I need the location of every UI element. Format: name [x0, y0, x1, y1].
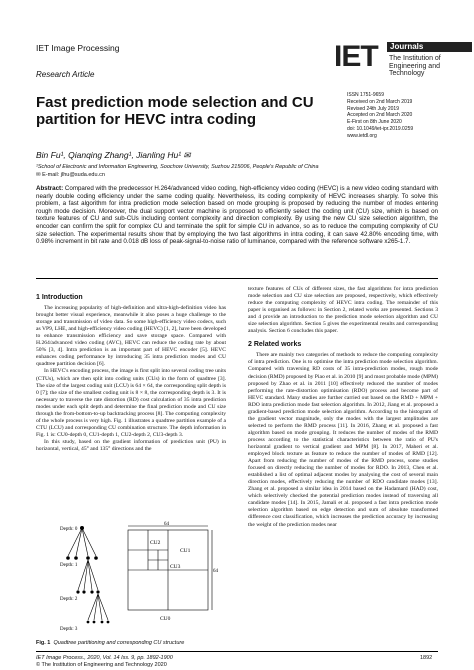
- logo-mark: IET: [334, 40, 378, 73]
- page-number: 1892: [420, 655, 433, 661]
- right-column: [248, 286, 438, 529]
- footer: [36, 655, 173, 669]
- cu2-label: CU2: [150, 540, 161, 546]
- cu-height-label: 64: [213, 569, 218, 574]
- author-email[interactable]: ✉ E-mail: jlhu@suda.edu.cn: [36, 172, 105, 178]
- abstract-text: Compared with the predecessor H.264/advanced video coding, high-efficiency video coding (HEVC) is a new video coding standard with nearly double coding efficiency under the same coding quality. Nevertheless, its coding complexity of HEVC increases sharply. To solve this problem, a fast algorithm for intra prediction mode selection based on mode grouping is proposed by reducing the number of modes entering rough mode decision. Moreover, the dual support vector machine is proposed to efficiently select the coding unit (CU) size, which is based on texture features of CU and sub-CUs including content complexity and direction complexity. By using the new CU size selection algorithm, the encoder can confirm the split for complex CU and terminate the split for simple CU in advance, so as to reduce the computing complexity of CU size selection. The experimental results show that by employing the two fast algorithms in intra coding, it can save 42.80% encoding time, with 0.98% increment in bit rate and 0.018 dB loss of peak-signal-to-noise ratio of luminance, compared with the reference software x265-1.7.: [36, 185, 438, 246]
- efirst-date: E-First on 8th June 2020: [347, 119, 402, 126]
- figure-caption-text: Quadtree partitioning and corresponding CU structure: [53, 640, 185, 646]
- related-works-paragraph: There are mainly two categories of methods to reduce the computing complexity of intra prediction. One is to optimise the intra prediction mode selection algorithm. Compared with traversing RD costs of 35 intra-prediction modes, rough mode decision (RMD) proposed by Piao et al. in 2010 [9] and most probable mode (MPM) proposed by Zhao et al. in 2011 [10] effectively reduced the number of modes performing the rate-distortion optimisation (RDO) process and become part of HEVC standard. Many studies are further carried out based on the RMD + MPM + RDO intra prediction mode fast selection algorithm. In 2012, Jiang et al. proposed a gradient-based prediction mode selection algorithm. According to the histogram of the gradient vector magnitude, only the modes with the largest amplitudes are selected to perform the RMD process [11]. In 2016, Zhang et al. proposed a fast algorithm based on mode grouping. It reduces the number of modes of the RMD process according to the statistical characteristics between the ratio of PU's horizontal gradient to vertical gradient and MPM [8]. In 2017, Maheri et al. employed block texture as feature to reduce the number of modes of RMD [12]. Apart from reducing the number of modes of the RMD process, some studies focused on directly reducing the number of modes for RDO. In 2013, Chen et al. established a list of optimal adjacent modes by analysing the cost of several main direction modes, effectively reducing the number of RDO candidate modes [13]. Zhang et al. proposed a similar idea in 2014 based on the Hadamard (HAD) cost, which selectively checked the potential prediction modes instead of traversing all candidate modes [14]. In 2015, Jamali et al. proposed a fast intra prediction mode selection algorithm based on edge detection and sum of absolute transformed difference cost classification, which increases the prediction accuracy by increasing the weight of the prediction modes near: [248, 352, 439, 528]
- logo-line2: Engineering and Technology: [389, 63, 440, 77]
- logo-journals-box: Journals: [387, 42, 472, 52]
- intro-continued-paragraph: texture features of CUs of different sizes, the fast algorithms for intra prediction mode selection and CU size selection are proposed, respectively, which effectively reduce the computing complexity of HEVC intra coding. The remainder of this paper is organised as follows: in Section 2, related works are presented. Sections 3 and 4 provide an introduction to the prediction mode selection algorithm and CU size selection algorithm. Section 5 gives the experimental results and corresponding analysis. Section 6 concludes this paper.: [248, 286, 438, 335]
- depth-3-label: Depth: 3: [60, 627, 78, 632]
- intro-paragraph: In HEVC's encoding process, the image is first split into several coding tree units (CTUs), which are then split into coding units (CUs) in the form of quadtree [3]. The size of the largest coding unit (LCU) is 64 × 64, the corresponding split depth is 0 [7]; the size of the smallest coding unit is 8 × 8, the corresponding depth is 3. It is necessary to traverse the rate distortion (RD) cost calculation of 35 intra prediction modes under each split depth and determine the final prediction mode and CU size through the from-bottom-to-up backtracking process [8]. The computing complexity of the whole process is very high. Fig. 1 illustrates a quadtree partition example of a CTU (LCU) and corresponding CU combination structure. The depth information in Fig. 1 is: CU0-depth 0, CU1-depth 1, CU2-depth 2, CU3-depth 3.: [36, 368, 226, 438]
- cu0-label: CU0: [160, 616, 171, 622]
- affiliation: ¹School of Electronic and Information Engineering, Soochow University, Suzhou 215006, People's Republic of China: [36, 164, 319, 170]
- issn: ISSN 1751-9659: [347, 92, 384, 98]
- logo-line1: The Institution of: [389, 55, 441, 62]
- section-divider: [36, 278, 438, 279]
- article-type: Research Article: [36, 70, 95, 79]
- depth-2-label: Depth: 2: [60, 597, 78, 602]
- abstract-label: Abstract:: [36, 185, 64, 192]
- footer-divider: [36, 651, 438, 652]
- received-date: Received on 2nd March 2019: [347, 98, 413, 105]
- doi-link[interactable]: doi: 10.1049/iet-ipr.2019.0259: [347, 125, 414, 132]
- intro-paragraph: In this study, based on the gradient information of prediction unit (PU) in horizontal, vertical, 45° and 135° directions and the: [36, 438, 226, 452]
- figure-caption: [36, 640, 184, 646]
- intro-paragraph: The increasing popularity of high-definition and ultra-high-definition video has brought better visual experience, meanwhile it also poses a huge challenge to the storage and transmission of video data. So some high-efficiency video codecs, such as VP9, LHE, and high-efficiency video coding (HEVC) [1, 2], have been developed to enhance transmission efficiency and save storage space. Compared with H.264/advanced video coding (AVC), HEVC can reduce the coding rate by about 50% [3, 4]. Intra prediction is an important part of HEVC encoder [5]. HEVC enhances coding performance by introducing 35 intra prediction modes and CU quadtree partition decision [6].: [36, 305, 226, 368]
- cu3-label: CU3: [170, 564, 181, 570]
- paper-title: Fast prediction mode selection and CU partition for HEVC intra coding: [36, 94, 314, 128]
- left-column: [36, 294, 226, 453]
- quadtree-nodes: [66, 526, 109, 623]
- accepted-date: Accepted on 2nd March 2020: [347, 112, 413, 119]
- abstract: [36, 185, 438, 246]
- website-link[interactable]: www.ietdl.org: [347, 132, 377, 139]
- authors: Bin Fu¹, Qianqing Zhang¹, Jianling Hu¹ ✉: [36, 150, 191, 160]
- iet-logo: [334, 40, 474, 82]
- copyright: © The Institution of Engineering and Technology 2020: [36, 662, 167, 668]
- depth-0-label: Depth: 0: [60, 527, 78, 532]
- related-works-heading: 2 Related works: [248, 341, 302, 349]
- journal-name: IET Image Processing: [36, 43, 120, 53]
- cu1-label: CU1: [180, 548, 191, 554]
- depth-1-label: Depth: 1: [60, 563, 78, 568]
- article-meta: [347, 92, 413, 140]
- figure-caption-label: Fig. 1: [36, 640, 51, 646]
- quadtree-figure: [60, 520, 220, 640]
- cu-width-label: 64: [164, 522, 169, 527]
- revised-date: Revised 24th July 2019: [347, 105, 399, 112]
- citation: IET Image Process., 2020, Vol. 14 Iss. 9, pp. 1892-1900: [36, 655, 173, 661]
- intro-heading: 1 Introduction: [36, 294, 83, 301]
- quadtree-tree: [68, 528, 108, 620]
